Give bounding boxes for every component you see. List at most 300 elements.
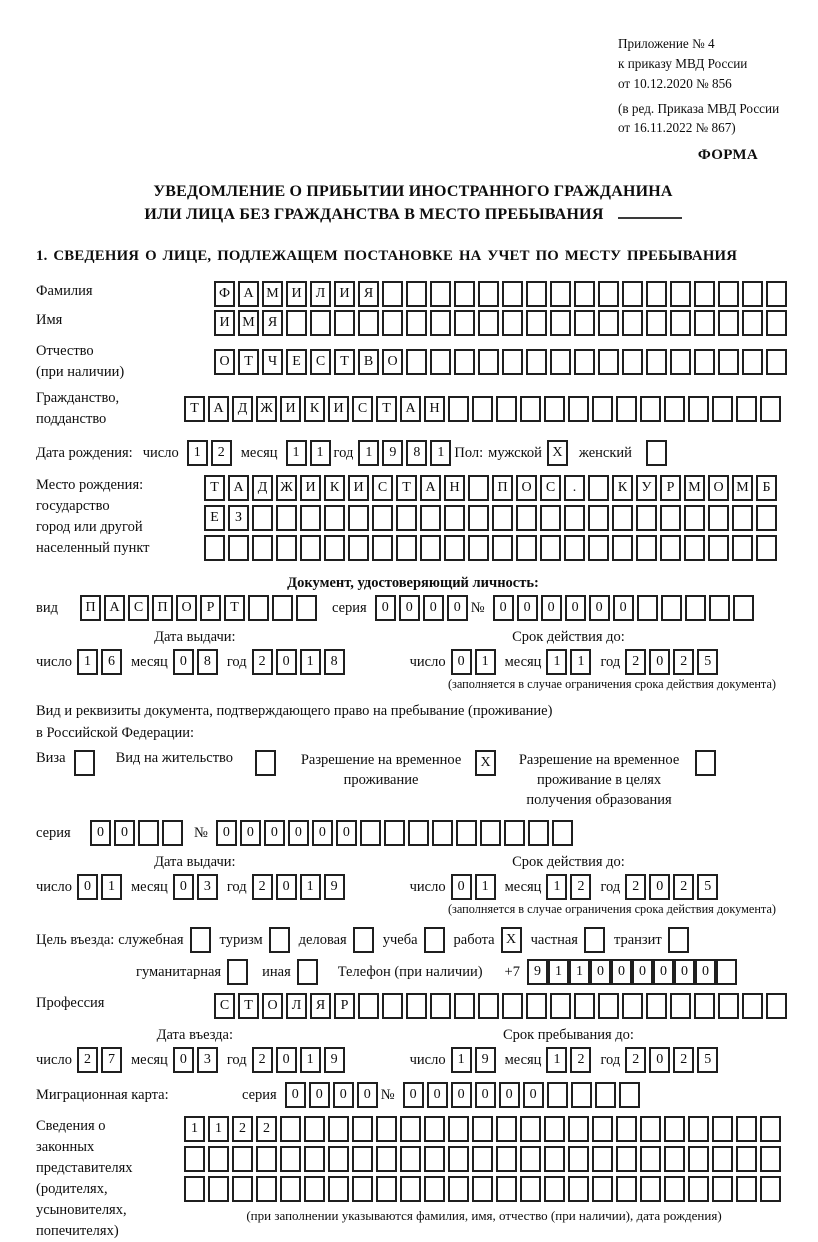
form-cell[interactable]: Л — [286, 993, 307, 1019]
form-cell[interactable]: К — [612, 475, 633, 501]
form-cell[interactable] — [184, 1176, 205, 1202]
form-cell[interactable] — [732, 535, 753, 561]
form-cell[interactable]: 2 — [570, 874, 591, 900]
form-cell[interactable] — [138, 820, 159, 846]
form-cell[interactable]: 9 — [475, 1047, 496, 1073]
form-cell[interactable]: А — [238, 281, 259, 307]
purpose-other-checkbox[interactable] — [297, 959, 318, 985]
form-cell[interactable]: П — [152, 595, 173, 621]
form-cell[interactable] — [276, 535, 297, 561]
form-cell[interactable]: И — [280, 396, 301, 422]
edu-permit-checkbox[interactable] — [695, 750, 719, 776]
form-cell[interactable] — [478, 993, 499, 1019]
form-cell[interactable] — [670, 993, 691, 1019]
form-cell[interactable]: Ж — [256, 396, 277, 422]
form-cell[interactable]: М — [262, 281, 283, 307]
form-cell[interactable] — [712, 1116, 733, 1142]
form-cell[interactable]: О — [214, 349, 235, 375]
form-cell[interactable] — [376, 1146, 397, 1172]
form-cell[interactable] — [502, 310, 523, 336]
form-cell[interactable] — [616, 1176, 637, 1202]
form-cell[interactable] — [526, 281, 547, 307]
form-cell[interactable] — [478, 310, 499, 336]
form-cell[interactable]: Я — [358, 281, 379, 307]
form-cell[interactable] — [472, 1146, 493, 1172]
form-cell[interactable] — [760, 1146, 781, 1172]
form-cell[interactable]: Е — [204, 505, 225, 531]
form-cell[interactable] — [454, 349, 475, 375]
form-cell[interactable]: 0 — [285, 1082, 306, 1108]
form-cell[interactable] — [688, 1176, 709, 1202]
form-cell[interactable]: О — [708, 475, 729, 501]
form-cell[interactable]: 2 — [232, 1116, 253, 1142]
form-cell[interactable]: 0 — [333, 1082, 354, 1108]
form-cell[interactable] — [424, 1116, 445, 1142]
form-cell[interactable]: 0 — [649, 1047, 670, 1073]
form-cell[interactable] — [664, 1146, 685, 1172]
form-cell[interactable]: 1 — [475, 649, 496, 675]
form-cell[interactable] — [300, 535, 321, 561]
form-cell[interactable] — [584, 927, 605, 953]
form-cell[interactable] — [276, 505, 297, 531]
form-cell[interactable]: Т — [238, 993, 259, 1019]
form-cell[interactable] — [424, 927, 445, 953]
form-cell[interactable]: О — [176, 595, 197, 621]
form-cell[interactable] — [718, 281, 739, 307]
form-cell[interactable] — [636, 535, 657, 561]
form-cell[interactable] — [480, 820, 501, 846]
form-cell[interactable] — [694, 281, 715, 307]
form-cell[interactable] — [468, 505, 489, 531]
form-cell[interactable] — [592, 1146, 613, 1172]
form-cell[interactable] — [432, 820, 453, 846]
form-cell[interactable] — [598, 281, 619, 307]
form-cell[interactable] — [492, 535, 513, 561]
form-cell[interactable] — [574, 310, 595, 336]
form-cell[interactable]: А — [420, 475, 441, 501]
form-cell[interactable]: А — [400, 396, 421, 422]
form-cell[interactable]: X — [475, 750, 496, 776]
form-cell[interactable]: И — [300, 475, 321, 501]
form-cell[interactable]: 7 — [101, 1047, 122, 1073]
form-cell[interactable]: 1 — [184, 1116, 205, 1142]
form-cell[interactable]: 1 — [101, 874, 122, 900]
form-cell[interactable] — [612, 535, 633, 561]
form-cell[interactable] — [616, 396, 637, 422]
form-cell[interactable] — [454, 281, 475, 307]
form-cell[interactable]: 0 — [357, 1082, 378, 1108]
form-cell[interactable]: 0 — [173, 874, 194, 900]
form-cell[interactable] — [574, 993, 595, 1019]
form-cell[interactable] — [252, 535, 273, 561]
form-cell[interactable]: И — [214, 310, 235, 336]
form-cell[interactable] — [406, 349, 427, 375]
form-cell[interactable]: 1 — [310, 440, 331, 466]
form-cell[interactable] — [376, 1116, 397, 1142]
form-cell[interactable] — [190, 927, 211, 953]
form-cell[interactable]: 0 — [240, 820, 261, 846]
form-cell[interactable] — [406, 281, 427, 307]
form-cell[interactable] — [382, 993, 403, 1019]
form-cell[interactable]: 0 — [312, 820, 333, 846]
form-cell[interactable] — [664, 1116, 685, 1142]
form-cell[interactable]: 0 — [423, 595, 444, 621]
form-cell[interactable] — [742, 349, 763, 375]
form-cell[interactable]: 0 — [264, 820, 285, 846]
form-cell[interactable] — [324, 535, 345, 561]
female-checkbox[interactable] — [646, 440, 670, 466]
form-cell[interactable] — [297, 959, 318, 985]
form-cell[interactable] — [646, 993, 667, 1019]
form-cell[interactable] — [612, 505, 633, 531]
form-cell[interactable] — [468, 535, 489, 561]
form-cell[interactable] — [622, 993, 643, 1019]
form-cell[interactable]: С — [372, 475, 393, 501]
form-cell[interactable] — [382, 310, 403, 336]
form-cell[interactable] — [352, 1116, 373, 1142]
form-cell[interactable] — [670, 349, 691, 375]
form-cell[interactable]: Т — [204, 475, 225, 501]
form-cell[interactable] — [598, 993, 619, 1019]
form-cell[interactable] — [742, 310, 763, 336]
form-cell[interactable]: Ф — [214, 281, 235, 307]
form-cell[interactable]: М — [684, 475, 705, 501]
form-cell[interactable] — [310, 310, 331, 336]
visa-checkbox[interactable] — [74, 750, 98, 776]
form-cell[interactable] — [564, 505, 585, 531]
form-cell[interactable] — [588, 505, 609, 531]
form-cell[interactable] — [694, 310, 715, 336]
purpose-work-checkbox[interactable] — [501, 927, 522, 953]
form-cell[interactable] — [766, 993, 787, 1019]
form-cell[interactable] — [348, 535, 369, 561]
form-cell[interactable] — [712, 1176, 733, 1202]
form-cell[interactable] — [372, 505, 393, 531]
form-cell[interactable]: 0 — [632, 959, 653, 985]
form-cell[interactable]: 0 — [216, 820, 237, 846]
form-cell[interactable] — [384, 820, 405, 846]
form-cell[interactable] — [430, 349, 451, 375]
form-cell[interactable]: 2 — [77, 1047, 98, 1073]
form-cell[interactable]: 0 — [589, 595, 610, 621]
form-cell[interactable] — [430, 281, 451, 307]
form-cell[interactable]: У — [636, 475, 657, 501]
purpose-study-checkbox[interactable] — [424, 927, 445, 953]
form-cell[interactable]: К — [324, 475, 345, 501]
form-cell[interactable] — [636, 505, 657, 531]
form-cell[interactable] — [712, 1146, 733, 1172]
form-cell[interactable] — [304, 1116, 325, 1142]
form-cell[interactable] — [228, 535, 249, 561]
form-cell[interactable]: 1 — [208, 1116, 229, 1142]
form-cell[interactable] — [688, 396, 709, 422]
form-cell[interactable] — [766, 310, 787, 336]
form-cell[interactable] — [646, 281, 667, 307]
form-cell[interactable] — [372, 535, 393, 561]
form-cell[interactable] — [478, 281, 499, 307]
form-cell[interactable] — [646, 310, 667, 336]
form-cell[interactable]: П — [492, 475, 513, 501]
form-cell[interactable]: 5 — [697, 649, 718, 675]
form-cell[interactable] — [496, 1146, 517, 1172]
form-cell[interactable]: 0 — [399, 595, 420, 621]
form-cell[interactable] — [684, 505, 705, 531]
form-cell[interactable] — [232, 1176, 253, 1202]
form-cell[interactable]: Д — [252, 475, 273, 501]
form-cell[interactable] — [454, 993, 475, 1019]
purpose-commercial-checkbox[interactable] — [353, 927, 374, 953]
form-cell[interactable]: Ж — [276, 475, 297, 501]
form-cell[interactable] — [376, 1176, 397, 1202]
form-cell[interactable]: 0 — [674, 959, 695, 985]
form-cell[interactable] — [733, 595, 754, 621]
form-cell[interactable] — [232, 1146, 253, 1172]
form-cell[interactable] — [502, 281, 523, 307]
form-cell[interactable] — [208, 1146, 229, 1172]
form-cell[interactable] — [478, 349, 499, 375]
form-cell[interactable]: Т — [238, 349, 259, 375]
form-cell[interactable] — [540, 505, 561, 531]
form-cell[interactable] — [296, 595, 317, 621]
form-cell[interactable] — [592, 1116, 613, 1142]
form-cell[interactable] — [352, 1176, 373, 1202]
form-cell[interactable] — [348, 505, 369, 531]
form-cell[interactable]: 1 — [300, 1047, 321, 1073]
form-cell[interactable]: 0 — [276, 874, 297, 900]
purpose-humanitarian-checkbox[interactable] — [227, 959, 248, 985]
form-cell[interactable]: 0 — [613, 595, 634, 621]
form-cell[interactable] — [448, 1146, 469, 1172]
form-cell[interactable]: А — [104, 595, 125, 621]
form-cell[interactable] — [255, 750, 276, 776]
form-cell[interactable]: Т — [334, 349, 355, 375]
form-cell[interactable] — [588, 535, 609, 561]
form-cell[interactable]: 0 — [77, 874, 98, 900]
form-cell[interactable]: И — [328, 396, 349, 422]
form-cell[interactable] — [406, 310, 427, 336]
form-cell[interactable] — [360, 820, 381, 846]
form-cell[interactable] — [544, 396, 565, 422]
form-cell[interactable] — [328, 1116, 349, 1142]
form-cell[interactable]: Е — [286, 349, 307, 375]
form-cell[interactable] — [670, 310, 691, 336]
form-cell[interactable]: 0 — [611, 959, 632, 985]
form-cell[interactable] — [670, 281, 691, 307]
form-cell[interactable]: Я — [262, 310, 283, 336]
form-cell[interactable] — [574, 349, 595, 375]
form-cell[interactable] — [616, 1116, 637, 1142]
form-cell[interactable]: 1 — [300, 874, 321, 900]
form-cell[interactable]: А — [208, 396, 229, 422]
form-cell[interactable] — [162, 820, 183, 846]
form-cell[interactable] — [382, 281, 403, 307]
purpose-tourism-checkbox[interactable] — [269, 927, 290, 953]
form-cell[interactable]: К — [304, 396, 325, 422]
purpose-business-checkbox[interactable] — [190, 927, 211, 953]
form-cell[interactable] — [694, 993, 715, 1019]
form-cell[interactable] — [640, 1176, 661, 1202]
form-cell[interactable] — [526, 349, 547, 375]
form-cell[interactable]: 2 — [252, 1047, 273, 1073]
form-cell[interactable] — [760, 1176, 781, 1202]
form-cell[interactable]: С — [214, 993, 235, 1019]
form-cell[interactable] — [400, 1116, 421, 1142]
form-cell[interactable]: Т — [184, 396, 205, 422]
form-cell[interactable] — [661, 595, 682, 621]
form-cell[interactable] — [640, 396, 661, 422]
form-cell[interactable] — [616, 1146, 637, 1172]
form-cell[interactable] — [688, 1116, 709, 1142]
form-cell[interactable] — [598, 310, 619, 336]
form-cell[interactable] — [448, 396, 469, 422]
form-cell[interactable]: 0 — [276, 1047, 297, 1073]
form-cell[interactable]: 1 — [300, 649, 321, 675]
form-cell[interactable]: 6 — [101, 649, 122, 675]
form-cell[interactable]: 0 — [649, 874, 670, 900]
form-cell[interactable] — [664, 1176, 685, 1202]
form-cell[interactable] — [695, 750, 716, 776]
form-cell[interactable]: О — [516, 475, 537, 501]
form-cell[interactable] — [646, 349, 667, 375]
form-cell[interactable] — [526, 993, 547, 1019]
form-cell[interactable]: 0 — [173, 649, 194, 675]
form-cell[interactable] — [718, 993, 739, 1019]
form-cell[interactable] — [568, 1116, 589, 1142]
form-cell[interactable]: 2 — [211, 440, 232, 466]
form-cell[interactable] — [520, 1176, 541, 1202]
form-cell[interactable] — [736, 1116, 757, 1142]
form-cell[interactable] — [256, 1176, 277, 1202]
form-cell[interactable]: 0 — [451, 874, 472, 900]
form-cell[interactable] — [304, 1176, 325, 1202]
form-cell[interactable]: 0 — [173, 1047, 194, 1073]
form-cell[interactable] — [400, 1146, 421, 1172]
form-cell[interactable] — [408, 820, 429, 846]
form-cell[interactable] — [334, 310, 355, 336]
form-cell[interactable] — [595, 1082, 616, 1108]
form-cell[interactable]: 3 — [197, 874, 218, 900]
form-cell[interactable]: Т — [376, 396, 397, 422]
form-cell[interactable] — [358, 993, 379, 1019]
form-cell[interactable] — [526, 310, 547, 336]
form-cell[interactable] — [718, 349, 739, 375]
purpose-transit-checkbox[interactable] — [668, 927, 689, 953]
form-cell[interactable]: Т — [224, 595, 245, 621]
form-cell[interactable] — [328, 1146, 349, 1172]
form-cell[interactable]: 0 — [427, 1082, 448, 1108]
form-cell[interactable] — [280, 1176, 301, 1202]
form-cell[interactable] — [353, 927, 374, 953]
form-cell[interactable]: 8 — [324, 649, 345, 675]
form-cell[interactable] — [324, 505, 345, 531]
form-cell[interactable] — [709, 595, 730, 621]
form-cell[interactable] — [742, 281, 763, 307]
form-cell[interactable] — [732, 505, 753, 531]
form-cell[interactable] — [496, 396, 517, 422]
form-cell[interactable] — [571, 1082, 592, 1108]
form-cell[interactable] — [622, 349, 643, 375]
form-cell[interactable]: О — [382, 349, 403, 375]
form-cell[interactable]: 1 — [546, 874, 567, 900]
form-cell[interactable] — [716, 959, 737, 985]
form-cell[interactable] — [592, 1176, 613, 1202]
form-cell[interactable] — [547, 1082, 568, 1108]
form-cell[interactable] — [504, 820, 525, 846]
form-cell[interactable] — [280, 1116, 301, 1142]
temp-permit-checkbox[interactable] — [475, 750, 499, 776]
form-cell[interactable]: 0 — [90, 820, 111, 846]
form-cell[interactable]: С — [128, 595, 149, 621]
form-cell[interactable] — [660, 535, 681, 561]
form-cell[interactable]: В — [358, 349, 379, 375]
form-cell[interactable]: Д — [232, 396, 253, 422]
form-cell[interactable] — [684, 535, 705, 561]
form-cell[interactable] — [619, 1082, 640, 1108]
form-cell[interactable]: Ч — [262, 349, 283, 375]
form-cell[interactable] — [227, 959, 248, 985]
form-cell[interactable] — [568, 396, 589, 422]
form-cell[interactable] — [520, 396, 541, 422]
form-cell[interactable]: 1 — [430, 440, 451, 466]
form-cell[interactable] — [252, 505, 273, 531]
form-cell[interactable]: 0 — [517, 595, 538, 621]
form-cell[interactable] — [664, 396, 685, 422]
form-cell[interactable] — [544, 1146, 565, 1172]
form-cell[interactable] — [400, 1176, 421, 1202]
form-cell[interactable]: 0 — [336, 820, 357, 846]
form-cell[interactable]: Л — [310, 281, 331, 307]
form-cell[interactable] — [756, 535, 777, 561]
form-cell[interactable] — [742, 993, 763, 1019]
form-cell[interactable]: 9 — [324, 874, 345, 900]
form-cell[interactable] — [574, 281, 595, 307]
form-cell[interactable] — [550, 349, 571, 375]
form-cell[interactable]: И — [348, 475, 369, 501]
form-cell[interactable]: 2 — [673, 1047, 694, 1073]
form-cell[interactable]: 2 — [252, 874, 273, 900]
form-cell[interactable]: . — [564, 475, 585, 501]
form-cell[interactable] — [540, 535, 561, 561]
form-cell[interactable]: 9 — [324, 1047, 345, 1073]
form-cell[interactable]: 3 — [197, 1047, 218, 1073]
form-cell[interactable] — [472, 396, 493, 422]
form-cell[interactable] — [598, 349, 619, 375]
form-cell[interactable]: 0 — [653, 959, 674, 985]
form-cell[interactable]: 2 — [570, 1047, 591, 1073]
form-cell[interactable] — [502, 993, 523, 1019]
form-cell[interactable]: М — [732, 475, 753, 501]
form-cell[interactable] — [430, 310, 451, 336]
form-cell[interactable] — [280, 1146, 301, 1172]
form-cell[interactable] — [328, 1176, 349, 1202]
form-cell[interactable] — [304, 1146, 325, 1172]
form-cell[interactable] — [406, 993, 427, 1019]
form-cell[interactable]: 1 — [546, 649, 567, 675]
form-cell[interactable]: 0 — [541, 595, 562, 621]
form-cell[interactable]: И — [286, 281, 307, 307]
form-cell[interactable]: 1 — [77, 649, 98, 675]
form-cell[interactable] — [502, 349, 523, 375]
form-cell[interactable] — [588, 475, 609, 501]
form-cell[interactable] — [708, 535, 729, 561]
form-cell[interactable]: Р — [334, 993, 355, 1019]
form-cell[interactable] — [708, 505, 729, 531]
form-cell[interactable]: 0 — [114, 820, 135, 846]
form-cell[interactable]: 0 — [475, 1082, 496, 1108]
form-cell[interactable] — [622, 281, 643, 307]
form-cell[interactable] — [468, 475, 489, 501]
form-cell[interactable] — [396, 535, 417, 561]
